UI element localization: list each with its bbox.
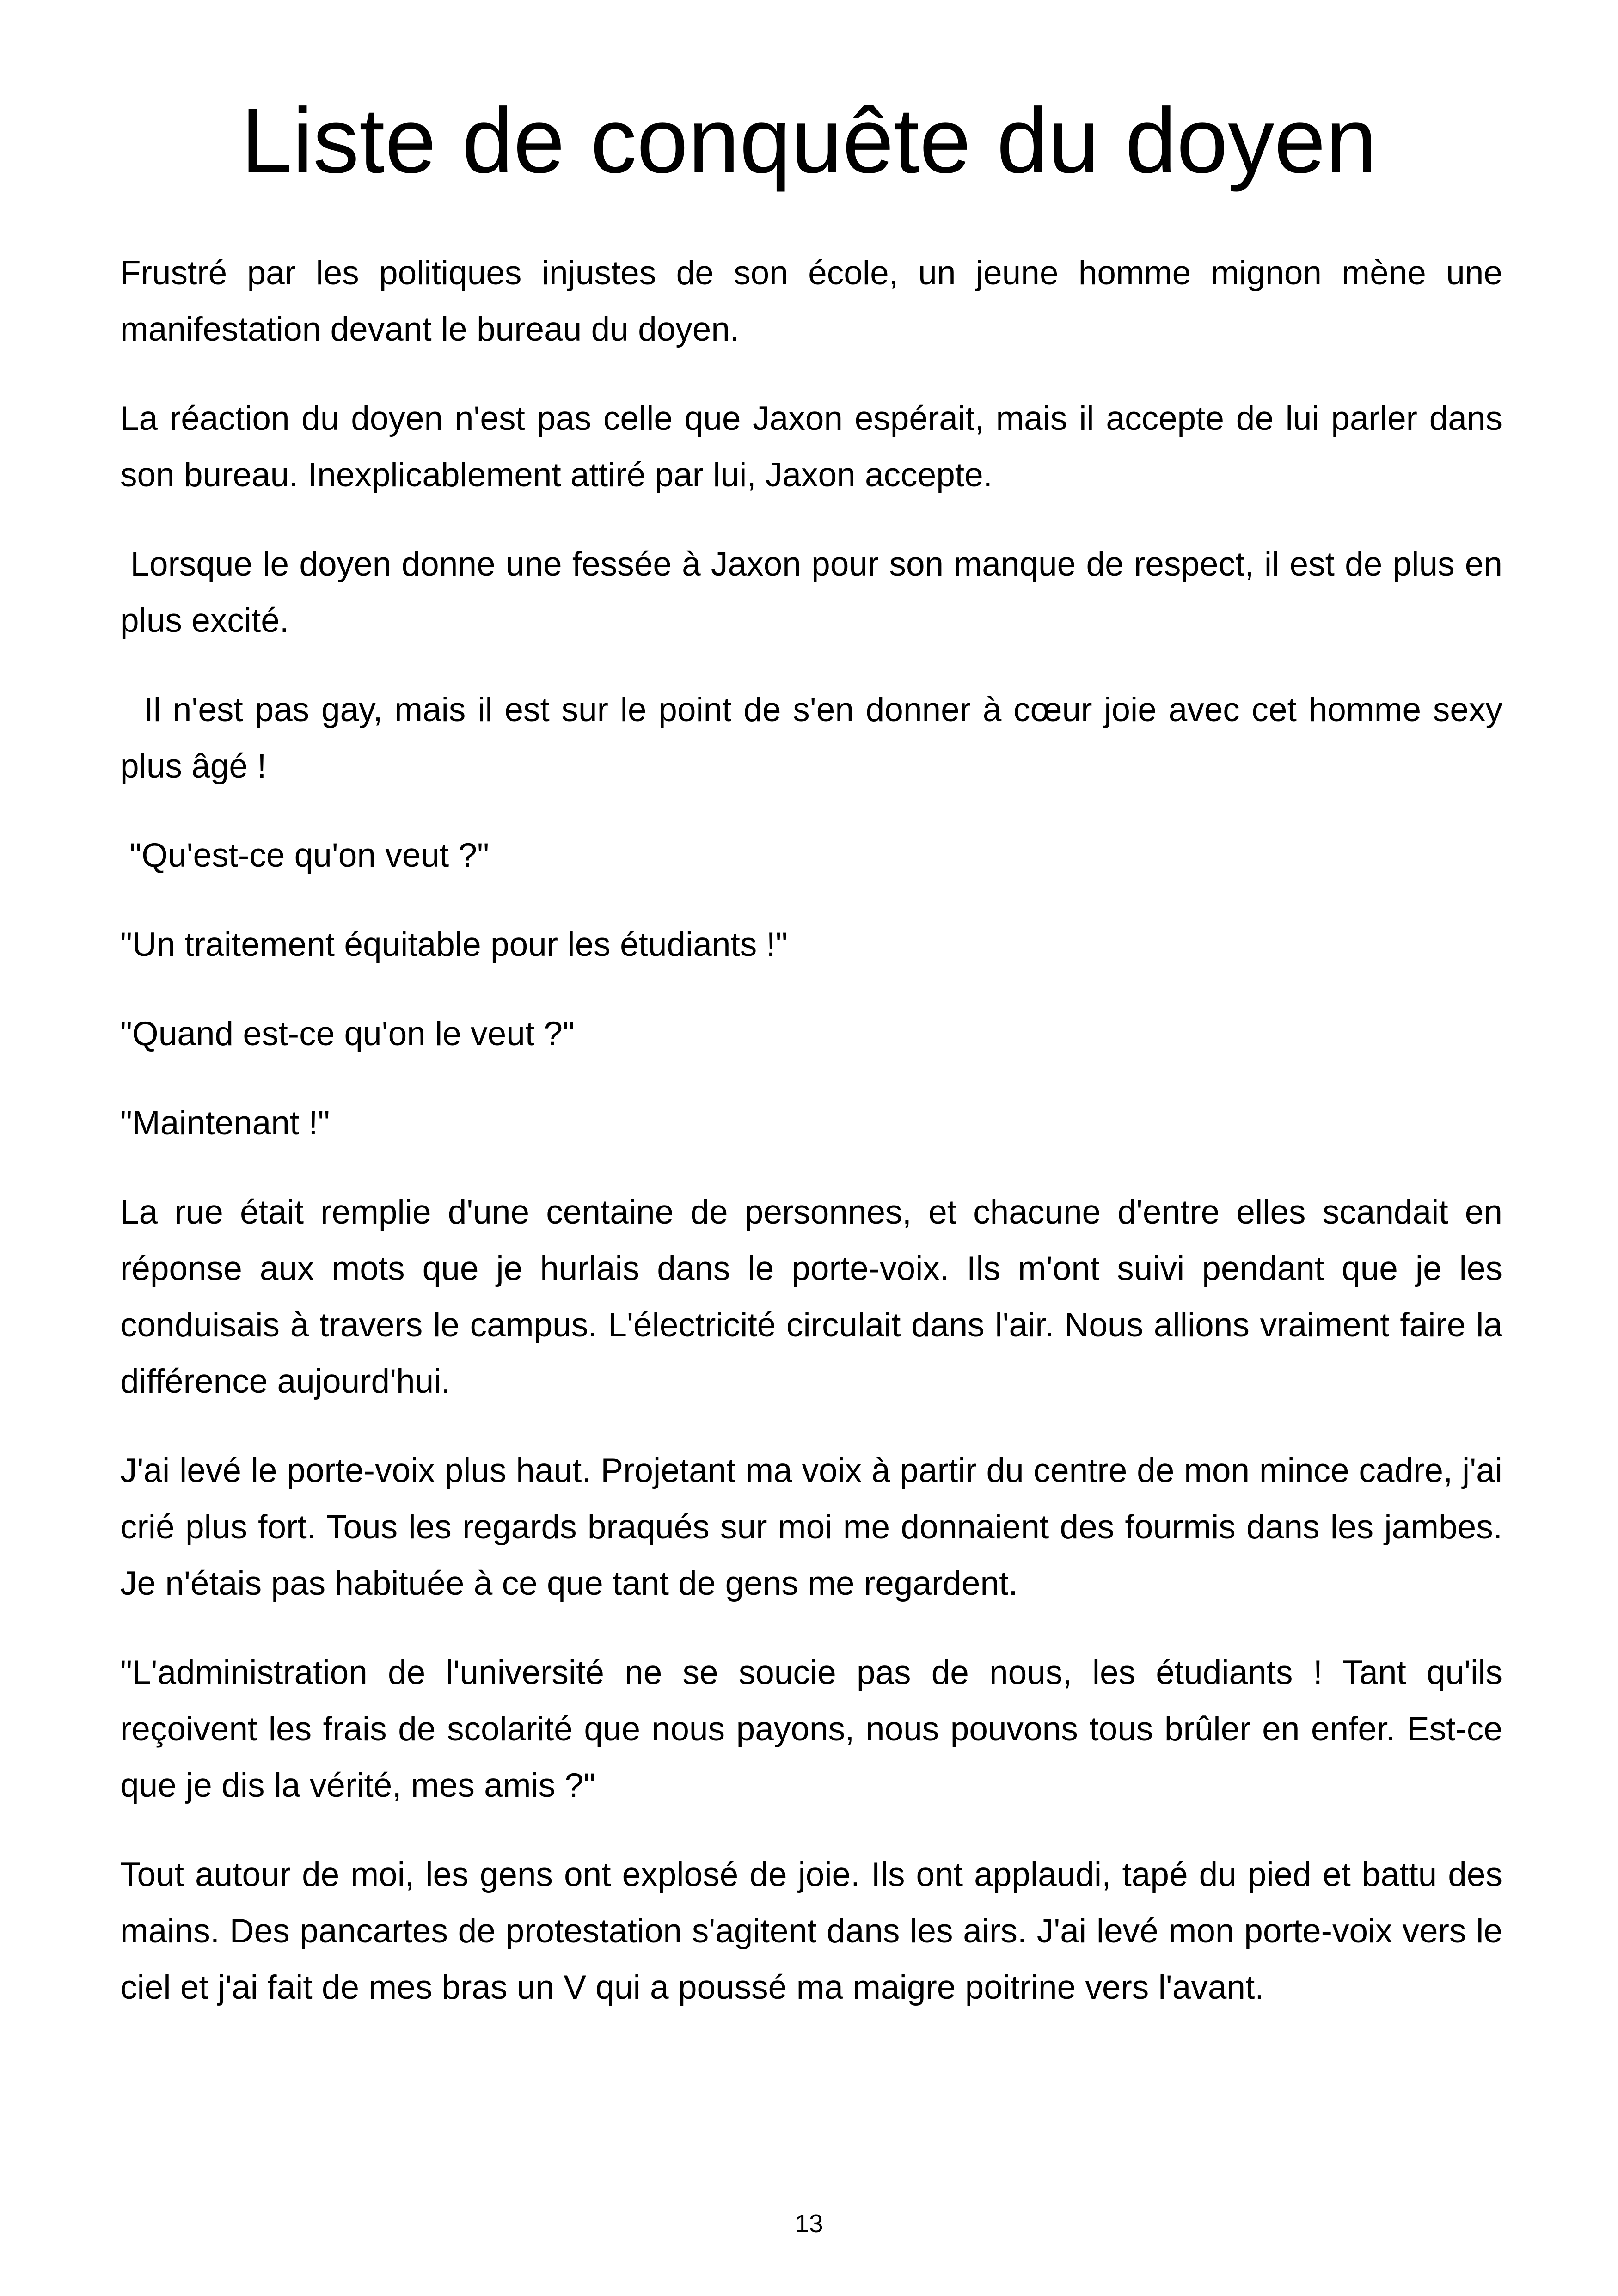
paragraph-7: "Quand est-ce qu'on le veut ?" (120, 1015, 575, 1053)
paragraph-1: Frustré par les politiques injustes de son école, un jeune homme mignon mène une manifestation devant le bureau du doyen. (120, 254, 1512, 348)
paragraph-4: Il n'est pas gay, mais il est sur le point de s'en donner à cœur joie avec cet homme sexy plus âgé ! (120, 691, 1512, 785)
paragraph-9: La rue était remplie d'une centaine de personnes, et chacune d'entre elles scandait en réponse aux mots que je hurlais dans le porte-voix. Ils m'ont suivi pendant que je les conduisais à travers le campus. L'électricité circulait dans l'air. Nous allions vraiment faire la différence aujourd'hui. (120, 1194, 1512, 1400)
paragraph-5: "Qu'est-ce qu'on veut ?" (120, 837, 489, 874)
page-number: 13 (795, 2209, 823, 2238)
paragraph-12: Tout autour de moi, les gens ont explosé de joie. Ils ont applaudi, tapé du pied et battu des mains. Des pancartes de protestation s'agitent dans les airs. J'ai levé mon porte-voix vers le ciel et j'ai fait de mes bras un V qui a poussé ma maigre poitrine vers l'avant. (120, 1856, 1512, 2006)
body-text (120, 245, 1512, 2016)
paragraph-3: Lorsque le doyen donne une fessée à Jaxon pour son manque de respect, il est de plus en plus excité. (120, 545, 1512, 639)
paragraph-2: La réaction du doyen n'est pas celle que Jaxon espérait, mais il accepte de lui parler dans son bureau. Inexplicablement attiré par lui, Jaxon accepte. (120, 400, 1512, 494)
paragraph-11: "L'administration de l'université ne se soucie pas de nous, les étudiants ! Tant qu'ils reçoivent les frais de scolarité que nous payons, nous pouvons tous brûler en enfer. Est-ce que je dis la vérité, mes amis ?" (120, 1654, 1512, 1804)
paragraph-10: J'ai levé le porte-voix plus haut. Projetant ma voix à partir du centre de mon mince cadre, j'ai crié plus fort. Tous les regards braqués sur moi me donnaient des fourmis dans les jambes. Je n'étais pas habituée à ce que tant de gens me regardent. (120, 1452, 1512, 1602)
paragraph-8: "Maintenant !" (120, 1104, 330, 1142)
paragraph-6: "Un traitement équitable pour les étudiants !" (120, 926, 788, 963)
page-title: Liste de conquête du doyen (241, 89, 1377, 192)
